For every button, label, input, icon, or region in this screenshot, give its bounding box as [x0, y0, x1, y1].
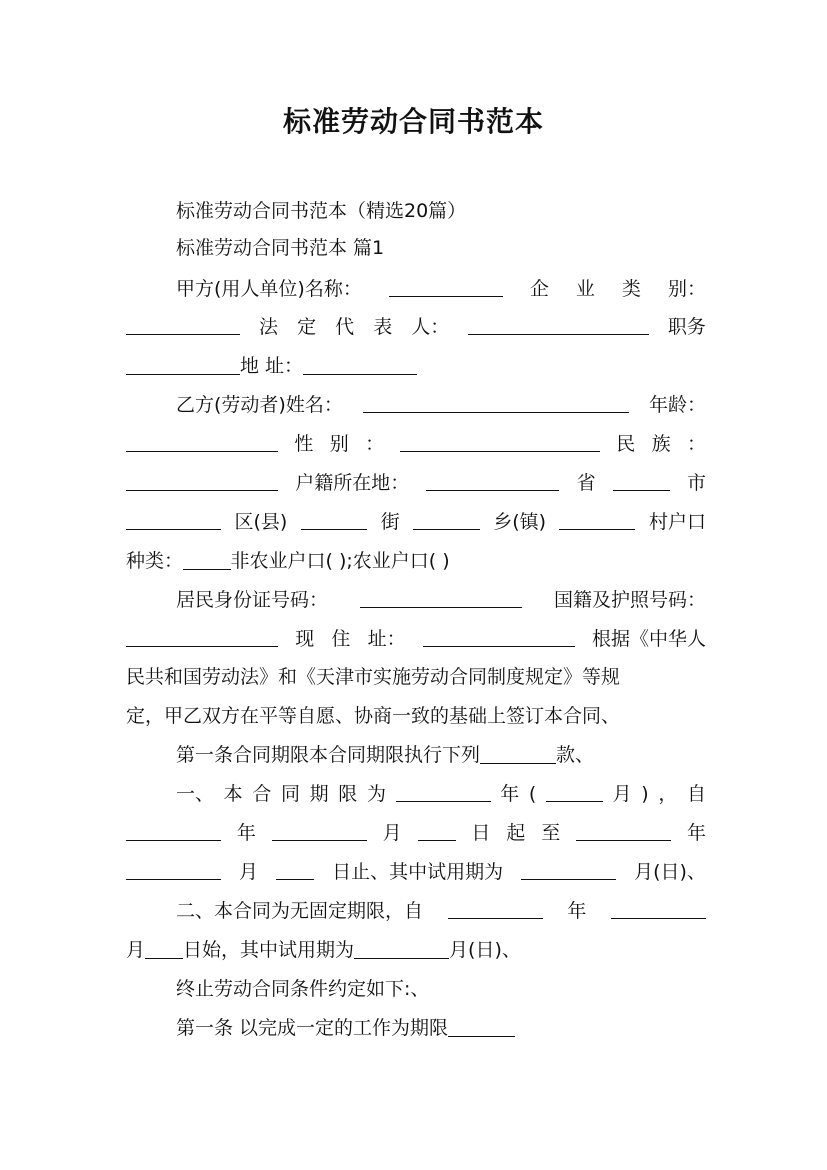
- line-text: 非农业户口( );农业户口( ): [230, 550, 450, 572]
- document-line: [126, 626, 706, 652]
- line-text: 代: [335, 316, 355, 338]
- fill-in-blank: [126, 509, 221, 530]
- document-line: [126, 664, 706, 690]
- fill-in-blank: [126, 431, 278, 452]
- line-text: 根据《中华人: [591, 628, 706, 650]
- line-text: 款、: [556, 744, 595, 766]
- fill-in-blank: [126, 354, 240, 375]
- line-text: 标准劳动合同书范本（精选20篇）: [176, 200, 467, 222]
- line-text: 年: [686, 822, 706, 844]
- document-line: [126, 898, 706, 924]
- document-line: [126, 392, 706, 418]
- line-text: 法: [259, 316, 279, 338]
- line-text: 职务: [667, 316, 706, 338]
- fill-in-blank: [400, 431, 600, 452]
- line-text: 企: [529, 278, 549, 300]
- line-text: 月: [382, 822, 402, 844]
- line-text: 第一条合同期限本合同期限执行下列: [176, 744, 481, 766]
- fill-in-blank: [145, 938, 183, 959]
- fill-in-blank: [521, 859, 616, 880]
- line-text: 年: [567, 900, 587, 922]
- document-line: [126, 509, 706, 535]
- line-text: 类: [621, 278, 641, 300]
- document-line: [126, 976, 706, 1002]
- line-text: 址：: [367, 628, 406, 650]
- line-text: 省: [576, 472, 596, 494]
- fill-in-blank: [272, 820, 367, 841]
- document-line: [126, 548, 706, 574]
- fill-in-blank: [418, 820, 456, 841]
- line-text: 定，甲乙双方在平等自愿、协商一致的基础上签订本合同、: [126, 705, 621, 727]
- fill-in-blank: [423, 626, 575, 647]
- line-text: 地 址：: [240, 355, 304, 377]
- line-text: 族: [651, 433, 671, 455]
- fill-in-blank: [559, 509, 635, 530]
- fill-in-blank: [126, 820, 221, 841]
- line-text: 街: [380, 511, 400, 533]
- document-line: [126, 781, 706, 807]
- fill-in-blank: [389, 276, 503, 297]
- line-text: 市: [686, 472, 706, 494]
- document-line: [126, 431, 706, 457]
- line-text: 现: [295, 628, 315, 650]
- fill-in-blank: [301, 509, 368, 530]
- document-line: [126, 587, 706, 613]
- line-text: 限: [338, 783, 358, 805]
- document-line: [126, 353, 706, 379]
- line-text: 标准劳动合同书范本 篇1: [176, 237, 385, 259]
- line-text: ：: [686, 433, 706, 455]
- fill-in-blank: [126, 626, 278, 647]
- line-text: 至: [541, 822, 561, 844]
- line-text: 同: [280, 783, 300, 805]
- line-text: 国籍及护照号码：: [553, 589, 706, 611]
- line-text: 年: [236, 822, 256, 844]
- line-text: 户籍所在地：: [295, 472, 410, 494]
- line-text: 住: [331, 628, 351, 650]
- fill-in-blank: [480, 743, 556, 764]
- document-line: [126, 276, 706, 302]
- document-line: [126, 742, 706, 768]
- document-line: [126, 859, 706, 885]
- line-text: 日止、其中试用期为: [332, 861, 504, 883]
- document-line: [126, 820, 706, 846]
- document-line: [126, 198, 706, 224]
- line-text: 村户口: [648, 511, 706, 533]
- line-text: 区(县): [234, 511, 288, 533]
- document-line: [126, 937, 706, 963]
- line-text: 终止劳动合同条件约定如下:、: [176, 978, 430, 1000]
- line-text: 期: [309, 783, 329, 805]
- line-text: 日始，其中试用期为: [183, 939, 355, 961]
- fill-in-blank: [276, 859, 314, 880]
- line-text: 月: [239, 861, 259, 883]
- line-text: 乡(镇): [493, 511, 547, 533]
- fill-in-blank: [613, 470, 670, 491]
- fill-in-blank: [413, 509, 480, 530]
- fill-in-blank: [363, 392, 629, 413]
- fill-in-blank: [183, 549, 231, 570]
- line-text: 别: [329, 433, 349, 455]
- fill-in-blank: [126, 314, 240, 335]
- document-title: 标准劳动合同书范本: [282, 105, 544, 138]
- document-line: [126, 314, 706, 340]
- document-line: [126, 235, 706, 261]
- fill-in-blank: [611, 898, 706, 919]
- line-text: 合: [252, 783, 272, 805]
- fill-in-blank: [468, 314, 649, 335]
- fill-in-blank: [354, 938, 449, 959]
- line-text: 为: [366, 783, 386, 805]
- document-line: [126, 1015, 706, 1041]
- line-text: 居民身份证号码：: [176, 589, 329, 611]
- line-text: 乙方(劳动者)姓名：: [176, 394, 343, 416]
- fill-in-blank: [426, 470, 559, 491]
- document-line: [126, 470, 706, 496]
- line-text: 民共和国劳动法》和《天津市实施劳动合同制度规定》等规: [126, 666, 621, 688]
- line-text: 年龄：: [648, 394, 706, 416]
- line-text: 二、本合同为无固定期限，自: [176, 900, 424, 922]
- fill-in-blank: [576, 820, 671, 841]
- line-text: 一、: [176, 783, 215, 805]
- line-text: 本: [223, 783, 243, 805]
- fill-in-blank: [360, 587, 522, 608]
- line-text: 年: [500, 783, 520, 805]
- document-line: [126, 703, 706, 729]
- line-text: 月(日)、: [449, 939, 521, 961]
- line-text: 表: [373, 316, 393, 338]
- line-text: ，: [658, 783, 678, 805]
- line-text: 日: [471, 822, 491, 844]
- line-text: 月: [612, 783, 632, 805]
- fill-in-blank: [303, 354, 417, 375]
- fill-in-blank: [396, 781, 491, 802]
- line-text: 人：: [411, 316, 450, 338]
- line-text: ：: [365, 433, 385, 455]
- fill-in-blank: [546, 781, 603, 802]
- line-text: 业: [575, 278, 595, 300]
- fill-in-blank: [448, 898, 543, 919]
- line-text: 甲方(用人单位)名称：: [176, 278, 362, 300]
- line-text: (: [528, 783, 537, 805]
- fill-in-blank: [126, 859, 221, 880]
- line-text: 第一条 以完成一定的工作为期限: [176, 1017, 449, 1039]
- line-text: 起: [506, 822, 526, 844]
- line-text: 性: [294, 433, 314, 455]
- line-text: 定: [297, 316, 317, 338]
- fill-in-blank: [126, 470, 278, 491]
- line-text: 月: [126, 939, 146, 961]
- line-text: 月(日)、: [634, 861, 706, 883]
- line-text: 种类：: [126, 550, 184, 572]
- line-text: 自: [686, 783, 706, 805]
- line-text: ): [641, 783, 649, 805]
- fill-in-blank: [448, 1016, 515, 1037]
- line-text: 民: [616, 433, 636, 455]
- line-text: 别：: [667, 278, 706, 300]
